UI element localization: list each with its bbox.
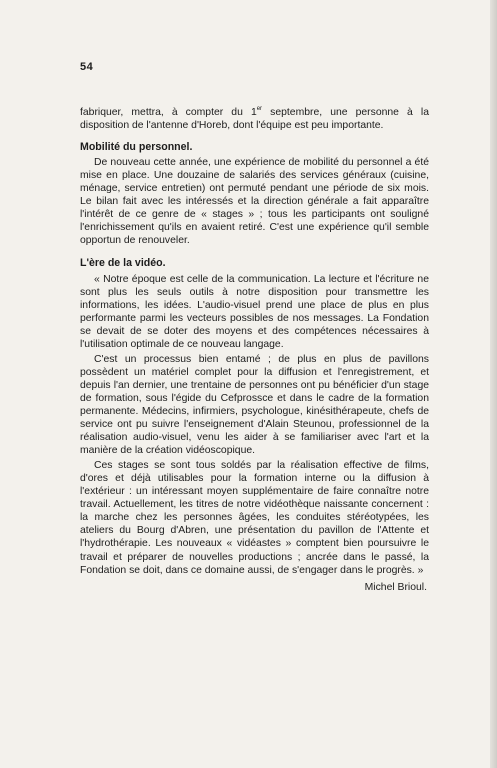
page-edge-shadow <box>490 0 497 768</box>
intro-text-end: septembre, une personne à la disposition de l'antenne d'Horeb, dont l'équipe est peu importante. <box>80 107 429 132</box>
intro-text-start: fabriquer, mettra, à compter du 1 <box>80 107 257 118</box>
intro-paragraph <box>80 106 429 132</box>
video-paragraph-2: C'est un processus bien entamé ; de plus en plus de pavillons possèdent un matériel complet pour la diffusion et l'enregistrement, et depuis l'an dernier, une trentaine de personnes ont pu bénéficier d'un stage de formation, sous l'égide du Cefprossce et dans le cadre de la formation permanente. Médecins, infirmiers, psychologue, kinésithérapeute, chefs de service ont pu suivre l'enseignement d'Alain Steunou, professionnel de la réalisation audio-visuel, venu les aider à se familiariser avec l'art et la manière de la création vidéoscopique. <box>80 353 429 457</box>
heading-video: L'ère de la vidéo. <box>80 257 166 270</box>
text-column <box>80 106 429 594</box>
video-paragraph-3: Ces stages se sont tous soldés par la réalisation effective de films, d'ores et déjà utilisables pour la formation interne ou la diffusion à l'extérieur : un intéressant moyen supplémentaire de faire connaître notre travail. Actuellement, les titres de notre vidéothèque naissante concernent : la marche chez les personnes âgées, les conduites stéréotypées, les ateliers du Bourg d'Abren, une présentation du pavillon de l'Attente et l'hydrothérapie. Les nouveaux « vidéastes » comptent bien poursuivre le travail et préparer de nouvelles productions ; ancrée dans le passé, la Fondation se doit, dans ce domaine aussi, de s'engager dans le progrès. » <box>80 460 429 576</box>
mobility-paragraph: De nouveau cette année, une expérience de mobilité du personnel a été mise en place. Une douzaine de salariés des services généraux (cuisine, ménage, service entretien) ont permuté pendant une période de six mois. Le bilan fait avec les intéressés et la direction générale a fait apparaître l'intérêt de ce genre de « stages » ; tous les participants ont souligné l'enrichissement qu'ils en avaient retiré. C'est une expérience qu'il semble opportun de renouveler. <box>80 157 429 247</box>
heading-mobility: Mobilité du personnel. <box>80 141 193 154</box>
page-number: 54 <box>80 61 94 73</box>
video-paragraph-1: « Notre époque est celle de la communication. La lecture et l'écriture ne sont plus les seuls outils à notre disposition pour transmettre les informations, les idées. L'audio-visuel prend une place de plus en plus performante parmi les vecteurs possibles de nos messages. La Fondation se devait de se doter des moyens et des compétences nécessaires à l'utilisation optimale de ce nouveau langage. <box>80 273 429 350</box>
ordinal-superscript: er <box>256 106 263 112</box>
author-signature: Michel Brioul. <box>364 581 427 593</box>
